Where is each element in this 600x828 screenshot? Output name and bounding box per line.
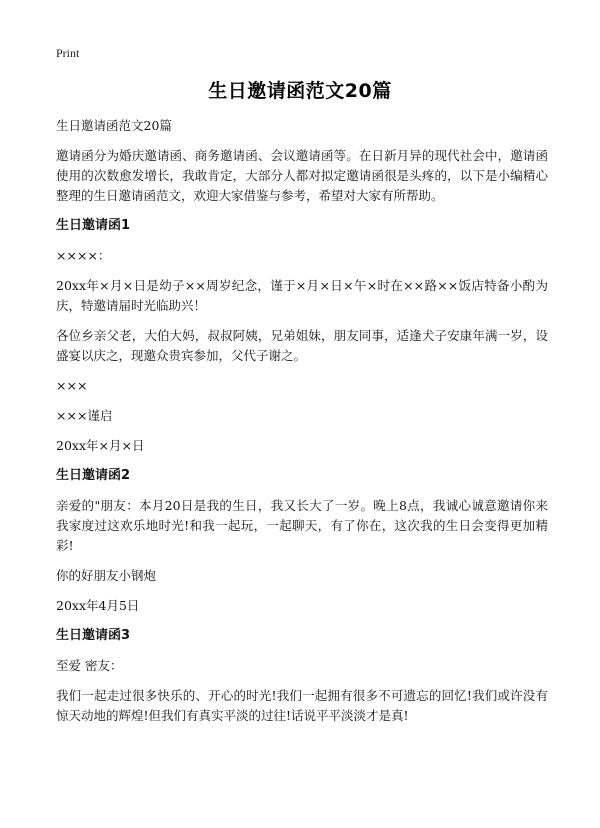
letter2-date: 20xx年4月5日	[56, 598, 140, 613]
letter3-paragraph-1: 我们一起走过很多快乐的、开心的时光!我们一起拥有很多不可遗忘的回忆!我们或许没有惊天动地的辉煌!但我们有真实平淡的过往!话说平平淡淡才是真!	[56, 688, 548, 723]
document-body	[56, 116, 548, 736]
letter1-signature-1: ×××	[56, 378, 88, 393]
letter1-paragraph-1: 20xx年×月×日是幼子××周岁纪念，谨于×月×日×午×时在××路××饭店特备小酌为庆，特邀请届时光临助兴！	[56, 278, 548, 313]
letter2-paragraph-1: 亲爱的"朋友：本月20日是我的生日，我又长大了一岁。晚上8点，我诚心诚意邀请你来我家度过这欢乐地时光!和我一起玩，一起聊天，有了你在，这次我的生日会变得更加精彩!	[56, 498, 548, 553]
letter1-signature-2: ×××谨启	[56, 408, 113, 423]
letter3-heading: 生日邀请函3	[56, 628, 131, 643]
letter2-signature: 你的好朋友小钢炮	[56, 568, 157, 583]
letter1-salutation: ××××：	[56, 248, 111, 263]
subtitle: 生日邀请函范文20篇	[56, 118, 172, 133]
letter1-heading: 生日邀请函1	[56, 218, 131, 233]
letter1-date: 20xx年×月×日	[56, 438, 145, 453]
intro-paragraph: 邀请函分为婚庆邀请函、商务邀请函、会议邀请函等。在日新月异的现代社会中，邀请函使用的次数愈发增长，我敢肯定，大部分人都对拟定邀请函很是头疼的，以下是小编精心整理的生日邀请函范文，欢迎大家借鉴与参考，希望对大家有所帮助。	[56, 148, 548, 203]
letter2-heading: 生日邀请函2	[56, 468, 131, 483]
page-title: 生日邀请函范文20篇	[208, 80, 392, 102]
letter3-salutation: 至爱 密友：	[56, 658, 123, 673]
print-label: Print	[56, 46, 80, 60]
letter1-paragraph-2: 各位乡亲父老，大伯大妈，叔叔阿姨，兄弟姐妹，朋友同事，适逢犬子安康年满一岁，设盛宴以庆之，现邀众贵宾参加，父代子谢之。	[56, 328, 548, 363]
